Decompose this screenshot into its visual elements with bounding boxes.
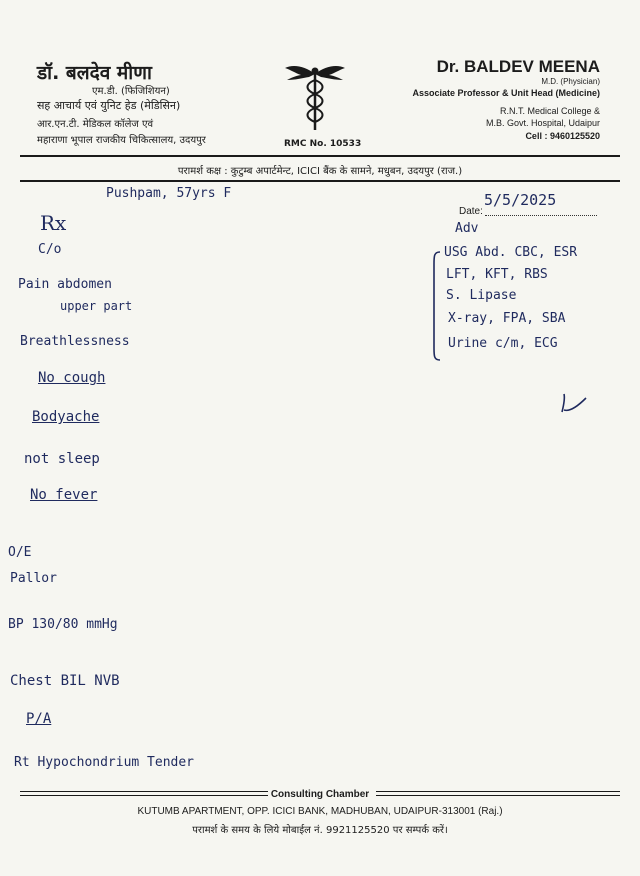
doctor-degree-english: M.D. (Physician) [541,77,600,86]
complaint-item: Breathlessness [20,334,130,349]
footer-address: KUTUMB APARTMENT, OPP. ICICI BANK, MADHUBAN, UDAIPUR-313001 (Raj.) [137,806,503,817]
visit-date: 5/5/2025 [484,191,557,209]
advice-item: USG Abd. CBC, ESR [444,245,578,260]
examination-item: Rt Hypochondrium Tender [14,755,195,770]
date-line [485,215,597,216]
college-english: R.N.T. Medical College & [499,106,600,116]
examination-item: Chest BIL NVB [10,673,120,689]
doctor-name-hindi: डॉ. बलदेव मीणा [37,62,152,84]
doctor-position-english: Associate Professor & Unit Head (Medicine) [412,88,600,98]
chamber-address-hindi: परामर्श कक्ष : कुटुम्ब अपार्टमेन्ट, ICICI बैंक के सामने, मधुबन, उदयपुर (राज.) [177,166,463,177]
complaint-item: not sleep [24,451,100,467]
complaint-item: No cough [38,370,106,386]
doctor-degree-hindi: एम.डी. (फिजिशियन) [92,86,170,97]
examination-heading: O/E [8,545,32,560]
advice-item: LFT, KFT, RBS [446,267,548,282]
doctor-name-english: Dr. BALDEV MEENA [436,57,600,76]
complaint-item: Pain abdomen [18,277,112,292]
doctor-cell-number: Cell : 9460125520 [525,131,600,141]
footer-contact-note: परामर्श के समय के लिये मोबाईल नं. 9921125520 पर सम्पर्क करें। [192,825,448,836]
complaint-item: No fever [30,487,98,503]
complaints-heading: C/o [38,242,62,257]
caduceus-icon [283,58,347,132]
header-rule-top [20,155,620,157]
hospital-hindi: महाराणा भूपाल राजकीय चिकित्सालय, उदयपुर [37,135,206,146]
advice-bracket [428,250,442,362]
doctor-position-hindi: सह आचार्य एवं युनिट हेड (मेडिसिन) [37,99,181,112]
college-hindi: आर.एन.टी. मेडिकल कॉलेज एवं [37,119,154,130]
examination-item: BP 130/80 mmHg [8,617,118,632]
header-rule-bottom [20,180,620,182]
advice-item: S. Lipase [446,288,517,303]
date-label: Date: [459,206,483,217]
signature-mark [556,392,590,416]
complaint-item: upper part [60,299,133,313]
advice-heading: Adv [455,221,479,236]
advice-item: X-ray, FPA, SBA [448,311,566,326]
rmc-number: RMC No. 10533 [284,139,362,149]
examination-item: Pallor [10,571,57,586]
footer-title: Consulting Chamber [270,789,370,800]
complaint-item: Bodyache [32,409,100,425]
rx-symbol: Rx [40,211,67,235]
examination-item: P/A [26,711,52,727]
patient-name-age: Pushpam, 57yrs F [106,186,232,201]
hospital-english: M.B. Govt. Hospital, Udaipur [485,118,600,128]
advice-item: Urine c/m, ECG [448,336,558,351]
